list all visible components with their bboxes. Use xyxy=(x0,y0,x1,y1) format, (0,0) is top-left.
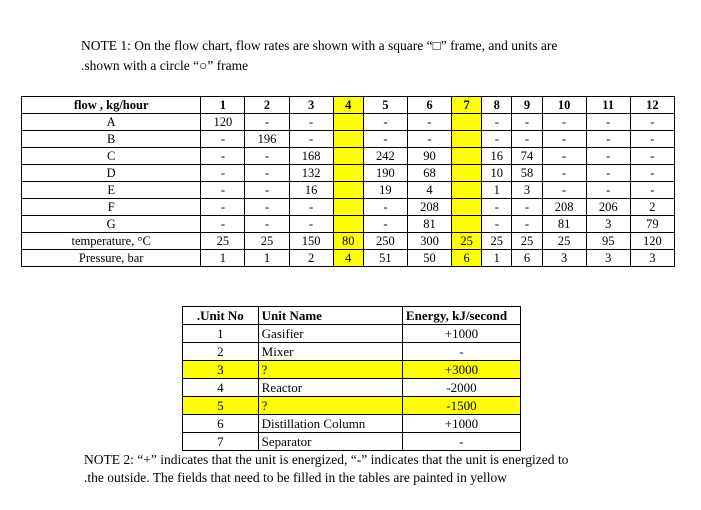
flow-cell: 58 xyxy=(512,165,542,182)
flow-cell: 242 xyxy=(363,148,407,165)
flow-table-row xyxy=(22,131,675,148)
flow-cell[interactable] xyxy=(333,148,363,165)
stream-header-11: 11 xyxy=(586,97,630,114)
flow-cell[interactable] xyxy=(452,148,482,165)
flow-table-row xyxy=(22,165,675,182)
flow-cell: - xyxy=(245,182,289,199)
flow-cell: 90 xyxy=(407,148,451,165)
flow-cell: - xyxy=(542,148,586,165)
flow-cell: - xyxy=(289,131,333,148)
flow-cell: 25 xyxy=(542,233,586,250)
flow-cell: - xyxy=(363,199,407,216)
flow-cell: 68 xyxy=(407,165,451,182)
unit-table-row xyxy=(183,397,521,415)
flow-cell: 4 xyxy=(407,182,451,199)
flow-table-header-row xyxy=(22,97,675,114)
flow-cell: - xyxy=(630,148,674,165)
flow-cell: - xyxy=(289,114,333,131)
flow-cell: - xyxy=(542,131,586,148)
flow-cell: 25 xyxy=(512,233,542,250)
flow-cell: 3 xyxy=(586,216,630,233)
unit-table-row xyxy=(183,361,521,379)
flow-cell: 1 xyxy=(482,182,512,199)
flow-cell: 16 xyxy=(482,148,512,165)
flow-cell[interactable] xyxy=(333,199,363,216)
flow-cell: 25 xyxy=(452,233,482,250)
flow-cell: 208 xyxy=(542,199,586,216)
flow-cell: - xyxy=(289,199,333,216)
flow-cell: 80 xyxy=(333,233,363,250)
flow-row-label: B xyxy=(22,131,201,148)
unit-no-cell: 4 xyxy=(183,379,259,397)
stream-header-8: 8 xyxy=(482,97,512,114)
flow-cell: - xyxy=(201,182,245,199)
unit-energy-cell: -2000 xyxy=(402,379,520,397)
flow-cell: 1 xyxy=(245,250,289,267)
flow-cell: 1 xyxy=(482,250,512,267)
flow-cell: 120 xyxy=(630,233,674,250)
note-1-line-2: .shown with a circle “○” frame xyxy=(81,58,249,73)
flow-cell: 250 xyxy=(363,233,407,250)
flow-cell: 25 xyxy=(201,233,245,250)
stream-header-3: 3 xyxy=(289,97,333,114)
note-1-line-1: NOTE 1: On the flow chart, flow rates are shown with a square “□” frame, and units are xyxy=(81,38,558,53)
flow-cell: - xyxy=(630,114,674,131)
flow-cell: - xyxy=(630,165,674,182)
flow-cell: 3 xyxy=(542,250,586,267)
unit-table-body xyxy=(183,325,521,451)
flow-cell: - xyxy=(245,216,289,233)
flow-cell: - xyxy=(245,114,289,131)
unit-no-cell: 3 xyxy=(183,361,259,379)
flow-cell[interactable] xyxy=(452,165,482,182)
flow-cell: 6 xyxy=(512,250,542,267)
flow-cell: 25 xyxy=(482,233,512,250)
flow-cell: - xyxy=(363,216,407,233)
flow-cell: - xyxy=(201,199,245,216)
flow-cell: 208 xyxy=(407,199,451,216)
stream-header-6: 6 xyxy=(407,97,451,114)
flow-cell: 81 xyxy=(407,216,451,233)
unit-table-row xyxy=(183,379,521,397)
flow-rate-table xyxy=(21,96,675,267)
unit-table-row xyxy=(183,325,521,343)
flow-cell: - xyxy=(245,165,289,182)
flow-cell: 2 xyxy=(289,250,333,267)
flow-cell[interactable] xyxy=(452,182,482,199)
note-1 xyxy=(81,36,641,76)
flow-cell: - xyxy=(245,199,289,216)
flow-cell: - xyxy=(630,182,674,199)
flow-cell: - xyxy=(542,114,586,131)
flow-cell: 2 xyxy=(630,199,674,216)
unit-energy-cell: +3000 xyxy=(402,361,520,379)
flow-cell: 4 xyxy=(333,250,363,267)
flow-cell: 3 xyxy=(630,250,674,267)
flow-cell: - xyxy=(512,199,542,216)
flow-row-label: G xyxy=(22,216,201,233)
unit-energy-cell: -1500 xyxy=(402,397,520,415)
flow-cell: - xyxy=(407,114,451,131)
stream-header-9: 9 xyxy=(512,97,542,114)
stream-header-10: 10 xyxy=(542,97,586,114)
flow-table-corner-label: flow , kg/hour xyxy=(22,97,201,114)
flow-cell: 132 xyxy=(289,165,333,182)
flow-cell: - xyxy=(586,131,630,148)
unit-name-cell: Gasifier xyxy=(258,325,402,343)
flow-cell[interactable] xyxy=(452,216,482,233)
flow-cell[interactable] xyxy=(333,182,363,199)
flow-table-body xyxy=(22,114,675,267)
unit-table-row xyxy=(183,343,521,361)
flow-row-label: C xyxy=(22,148,201,165)
flow-cell: 206 xyxy=(586,199,630,216)
flow-cell: 95 xyxy=(586,233,630,250)
flow-cell: 19 xyxy=(363,182,407,199)
flow-cell: - xyxy=(512,114,542,131)
flow-row-label: D xyxy=(22,165,201,182)
flow-table-row xyxy=(22,182,675,199)
flow-cell: - xyxy=(512,216,542,233)
flow-cell: 300 xyxy=(407,233,451,250)
flow-row-label: Pressure, bar xyxy=(22,250,201,267)
unit-name-cell: Distillation Column xyxy=(258,415,402,433)
flow-row-label: F xyxy=(22,199,201,216)
flow-cell: 3 xyxy=(512,182,542,199)
unit-energy-cell: - xyxy=(402,343,520,361)
flow-cell: 196 xyxy=(245,131,289,148)
flow-cell: 79 xyxy=(630,216,674,233)
flow-cell: - xyxy=(201,216,245,233)
stream-header-5: 5 xyxy=(363,97,407,114)
flow-table-row xyxy=(22,199,675,216)
note-2-line-1: NOTE 2: “+” indicates that the unit is energized, “-” indicates that the unit is energized to xyxy=(84,452,569,467)
flow-row-label: E xyxy=(22,182,201,199)
stream-header-12: 12 xyxy=(630,97,674,114)
flow-cell: 1 xyxy=(201,250,245,267)
unit-no-cell: 7 xyxy=(183,433,259,451)
unit-name-cell: Reactor xyxy=(258,379,402,397)
stream-header-7: 7 xyxy=(452,97,482,114)
flow-cell: 190 xyxy=(363,165,407,182)
unit-name-cell: Mixer xyxy=(258,343,402,361)
flow-cell: - xyxy=(201,165,245,182)
flow-cell: 16 xyxy=(289,182,333,199)
unit-no-cell: 6 xyxy=(183,415,259,433)
flow-cell: - xyxy=(586,114,630,131)
flow-cell[interactable] xyxy=(452,114,482,131)
flow-table-row xyxy=(22,114,675,131)
note-2 xyxy=(84,451,644,487)
flow-cell: 150 xyxy=(289,233,333,250)
unit-energy-cell: - xyxy=(402,433,520,451)
unit-energy-cell: +1000 xyxy=(402,325,520,343)
unit-no-header: .Unit No xyxy=(183,307,259,325)
unit-table-row xyxy=(183,433,521,451)
unit-table-header-row xyxy=(183,307,521,325)
stream-header-2: 2 xyxy=(245,97,289,114)
flow-cell: - xyxy=(586,165,630,182)
flow-cell: 50 xyxy=(407,250,451,267)
flow-cell: - xyxy=(542,182,586,199)
unit-name-cell: Separator xyxy=(258,433,402,451)
flow-cell: - xyxy=(245,148,289,165)
flow-cell: - xyxy=(407,131,451,148)
note-2-line-2: .the outside. The fields that need to be filled in the tables are painted in yellow xyxy=(84,470,508,485)
flow-cell: 74 xyxy=(512,148,542,165)
flow-row-label: A xyxy=(22,114,201,131)
flow-table-row xyxy=(22,148,675,165)
energy-header: Energy, kJ/second xyxy=(402,307,520,325)
flow-cell: - xyxy=(363,114,407,131)
flow-cell: 51 xyxy=(363,250,407,267)
unit-name-cell[interactable]: ? xyxy=(258,397,402,415)
flow-cell: - xyxy=(586,182,630,199)
flow-cell: - xyxy=(512,131,542,148)
flow-cell: 3 xyxy=(586,250,630,267)
flow-cell: - xyxy=(482,199,512,216)
stream-header-1: 1 xyxy=(201,97,245,114)
flow-cell: 10 xyxy=(482,165,512,182)
flow-cell: 6 xyxy=(452,250,482,267)
flow-table-row xyxy=(22,250,675,267)
flow-cell: - xyxy=(482,114,512,131)
flow-cell[interactable] xyxy=(452,199,482,216)
flow-table-row xyxy=(22,216,675,233)
flow-cell: 81 xyxy=(542,216,586,233)
unit-energy-table xyxy=(182,306,521,451)
unit-energy-cell: +1000 xyxy=(402,415,520,433)
unit-name-header: Unit Name xyxy=(258,307,402,325)
unit-name-cell[interactable]: ? xyxy=(258,361,402,379)
flow-cell: - xyxy=(482,216,512,233)
unit-no-cell: 2 xyxy=(183,343,259,361)
flow-cell: 120 xyxy=(201,114,245,131)
flow-cell: - xyxy=(482,131,512,148)
flow-row-label: temperature, °C xyxy=(22,233,201,250)
flow-cell: - xyxy=(542,165,586,182)
unit-no-cell: 1 xyxy=(183,325,259,343)
flow-cell[interactable] xyxy=(333,114,363,131)
flow-cell: - xyxy=(289,216,333,233)
flow-cell: 25 xyxy=(245,233,289,250)
flow-cell[interactable] xyxy=(333,165,363,182)
flow-cell: - xyxy=(586,148,630,165)
flow-cell[interactable] xyxy=(452,131,482,148)
flow-cell[interactable] xyxy=(333,131,363,148)
unit-no-cell: 5 xyxy=(183,397,259,415)
flow-cell: - xyxy=(201,148,245,165)
flow-cell: 168 xyxy=(289,148,333,165)
flow-cell: - xyxy=(363,131,407,148)
flow-cell: - xyxy=(201,131,245,148)
stream-header-4: 4 xyxy=(333,97,363,114)
flow-table-row xyxy=(22,233,675,250)
flow-cell[interactable] xyxy=(333,216,363,233)
flow-cell: - xyxy=(630,131,674,148)
unit-table-row xyxy=(183,415,521,433)
